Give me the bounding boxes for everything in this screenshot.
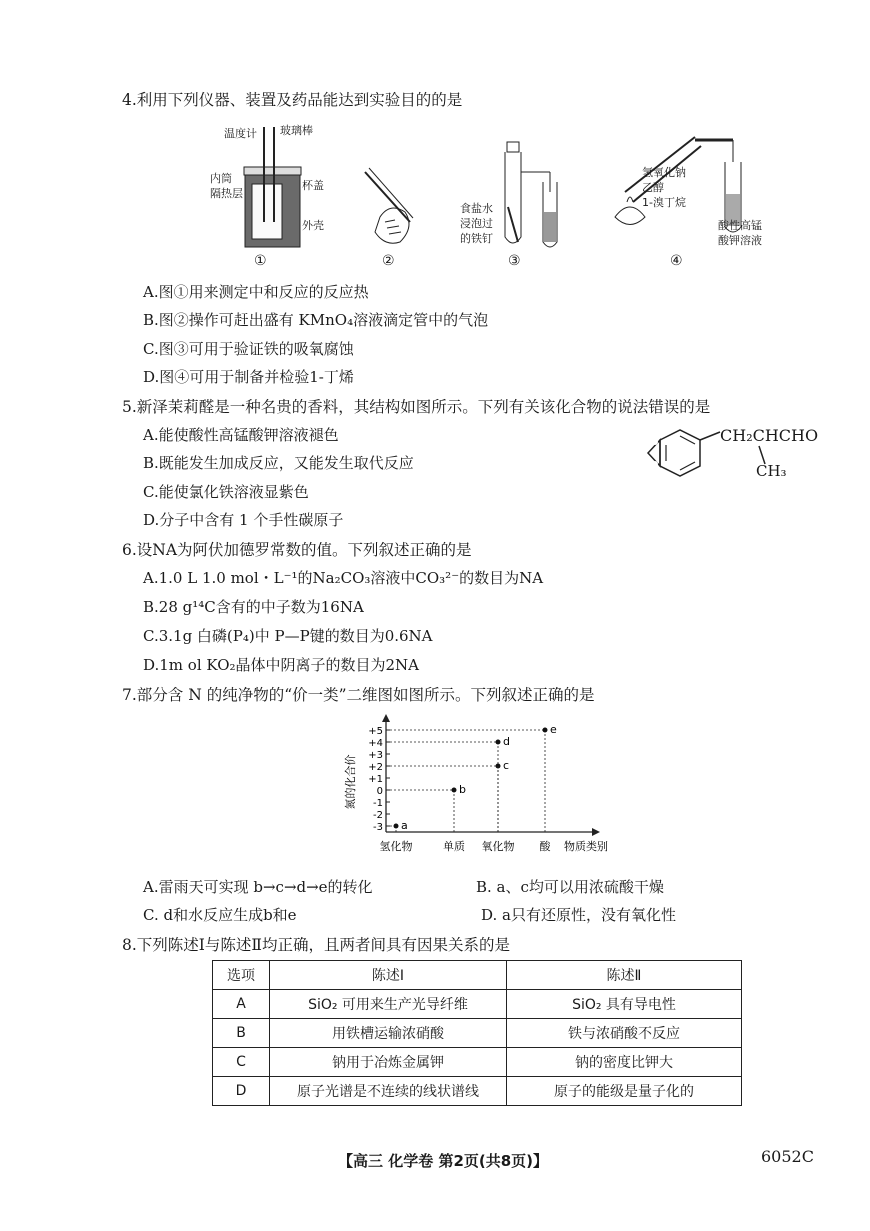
point-label: d	[503, 735, 510, 748]
point-label: b	[459, 783, 466, 796]
x-tick-label: 氢化物	[379, 840, 413, 853]
y-axis-arrow	[382, 714, 390, 722]
q6-stem: 6.设NA为阿伏加德罗常数的值。下列叙述正确的是	[122, 541, 472, 559]
q6-option-a: A.1.0 L 1.0 mol・L⁻¹的Na₂CO₃溶液中CO₃²⁻的数目为NA	[143, 569, 544, 587]
q8-table	[212, 960, 742, 1106]
y-axis-label: 氮的化合价	[344, 754, 357, 810]
label-shell: 外壳	[302, 219, 324, 232]
q4-option-b: B.图②操作可赶出盛有 KMnO₄溶液滴定管中的气泡	[143, 311, 489, 329]
q7-option-b: B. a、c均可以用浓硫酸干燥	[476, 878, 664, 896]
x-tick-label: 氧化物	[481, 840, 515, 853]
q7-stem: 7.部分含 N 的纯净物的“价一类”二维图如图所示。下列叙述正确的是	[122, 686, 595, 704]
label-salt-water: 食盐水	[460, 202, 493, 215]
q6-option-c: C.3.1g 白磷(P₄)中 P—P键的数目为0.6NA	[143, 627, 433, 645]
header-statement-1: 陈述Ⅰ	[270, 961, 507, 990]
label-lid: 杯盖	[302, 179, 324, 192]
y-tick-label: 0	[376, 786, 383, 797]
q6-option-d: D.1m ol KO₂晶体中阴离子的数目为2NA	[143, 656, 420, 674]
q7-option-c: C. d和水反应生成b和e	[143, 906, 297, 924]
table-row	[213, 1077, 742, 1106]
y-tick-label: -2	[373, 810, 383, 821]
cell: 原子的能级是量子化的	[507, 1077, 742, 1106]
cell: 用铁槽运输浓硝酸	[270, 1019, 507, 1048]
cell: A	[213, 990, 270, 1019]
q6-option-b: B.28 g¹⁴C含有的中子数为16NA	[143, 598, 364, 616]
y-tick-label: +1	[368, 774, 383, 785]
label-kmno4-1: 酸性高锰	[718, 219, 762, 232]
fig3-number: ③	[508, 253, 521, 269]
y-tick-label: +5	[368, 726, 383, 737]
cell: D	[213, 1077, 270, 1106]
q5-option-a: A.能使酸性高锰酸钾溶液褪色	[143, 426, 339, 444]
q7-option-d: D. a只有还原性，没有氧化性	[481, 906, 676, 924]
point-label: c	[503, 759, 510, 772]
y-tick-label: +2	[368, 762, 383, 773]
cell: 钠的密度比钾大	[507, 1048, 742, 1077]
x-tick-label: 酸	[539, 840, 551, 853]
q5-option-c: C.能使氯化铁溶液显紫色	[143, 483, 309, 501]
label-bromobutane: 1-溴丁烷	[642, 196, 686, 209]
table-row	[213, 990, 742, 1019]
point-a	[394, 824, 399, 829]
header-option: 选项	[213, 961, 270, 990]
cell: 原子光谱是不连续的线状谱线	[270, 1077, 507, 1106]
y-tick-label: -3	[373, 822, 383, 833]
x-axis-arrow	[592, 828, 600, 836]
point-label: e	[550, 723, 557, 736]
label-glass-rod: 玻璃棒	[280, 124, 313, 137]
table-row	[213, 1048, 742, 1077]
burette-hand-figure	[355, 162, 425, 252]
fig1-number: ①	[254, 253, 267, 269]
q8-stem: 8.下列陈述Ⅰ与陈述Ⅱ均正确，且两者间具有因果关系的是	[122, 936, 510, 954]
label-thermometer: 温度计	[224, 127, 257, 140]
point-d	[496, 740, 501, 745]
cell: 铁与浓硝酸不反应	[507, 1019, 742, 1048]
molecule-methyl: CH₃	[756, 462, 787, 480]
label-inner: 内筒	[210, 172, 232, 185]
cell: SiO₂ 可用来生产光导纤维	[270, 990, 507, 1019]
fig2-number: ②	[382, 253, 395, 269]
label-insulation: 隔热层	[210, 187, 243, 200]
q5-stem: 5.新泽茉莉醛是一种名贵的香料，其结构如图所示。下列有关该化合物的说法错误的是	[122, 398, 711, 416]
y-tick-label: +4	[368, 738, 383, 749]
valence-category-chart	[340, 712, 620, 867]
q4-option-d: D.图④可用于制备并检验1-丁烯	[143, 368, 354, 386]
cell: B	[213, 1019, 270, 1048]
paper-code: 6052C	[761, 1147, 814, 1166]
table-header-row	[213, 961, 742, 990]
molecule-structure	[628, 418, 728, 488]
header-statement-2: 陈述Ⅱ	[507, 961, 742, 990]
label-ethanol: 乙醇	[642, 181, 664, 194]
cell: C	[213, 1048, 270, 1077]
corrosion-figure	[495, 137, 575, 252]
point-e	[543, 728, 548, 733]
x-tick-label: 单质	[443, 840, 465, 853]
fig4-number: ④	[670, 253, 683, 269]
x-axis-label: 物质类别	[564, 840, 608, 853]
page-footer: 【高三 化学卷 第2页(共8页)】	[338, 1152, 549, 1170]
point-b	[452, 788, 457, 793]
label-iron-nail: 的铁钉	[460, 232, 493, 245]
cell: 钠用于冶炼金属钾	[270, 1048, 507, 1077]
y-tick-label: +3	[368, 750, 383, 761]
q5-option-d: D.分子中含有 1 个手性碳原子	[143, 511, 344, 529]
q5-option-b: B.既能发生加成反应，又能发生取代反应	[143, 454, 414, 472]
table-row	[213, 1019, 742, 1048]
q4-figures	[210, 122, 770, 272]
q4-option-c: C.图③可用于验证铁的吸氧腐蚀	[143, 340, 354, 358]
q4-stem: 4.利用下列仪器、装置及药品能达到实验目的的是	[122, 91, 463, 109]
q7-option-a: A.雷雨天可实现 b→c→d→e的转化	[143, 878, 373, 896]
cell: SiO₂ 具有导电性	[507, 990, 742, 1019]
label-kmno4-2: 酸钾溶液	[718, 234, 762, 247]
label-naoh: 氢氧化钠	[642, 166, 686, 179]
label-soaked: 浸泡过	[460, 217, 493, 230]
point-label: a	[401, 819, 408, 832]
molecule-chain: CH₂CHCHO	[720, 426, 819, 445]
y-tick-label: -1	[373, 798, 383, 809]
q4-option-a: A.图①用来测定中和反应的反应热	[143, 283, 369, 301]
